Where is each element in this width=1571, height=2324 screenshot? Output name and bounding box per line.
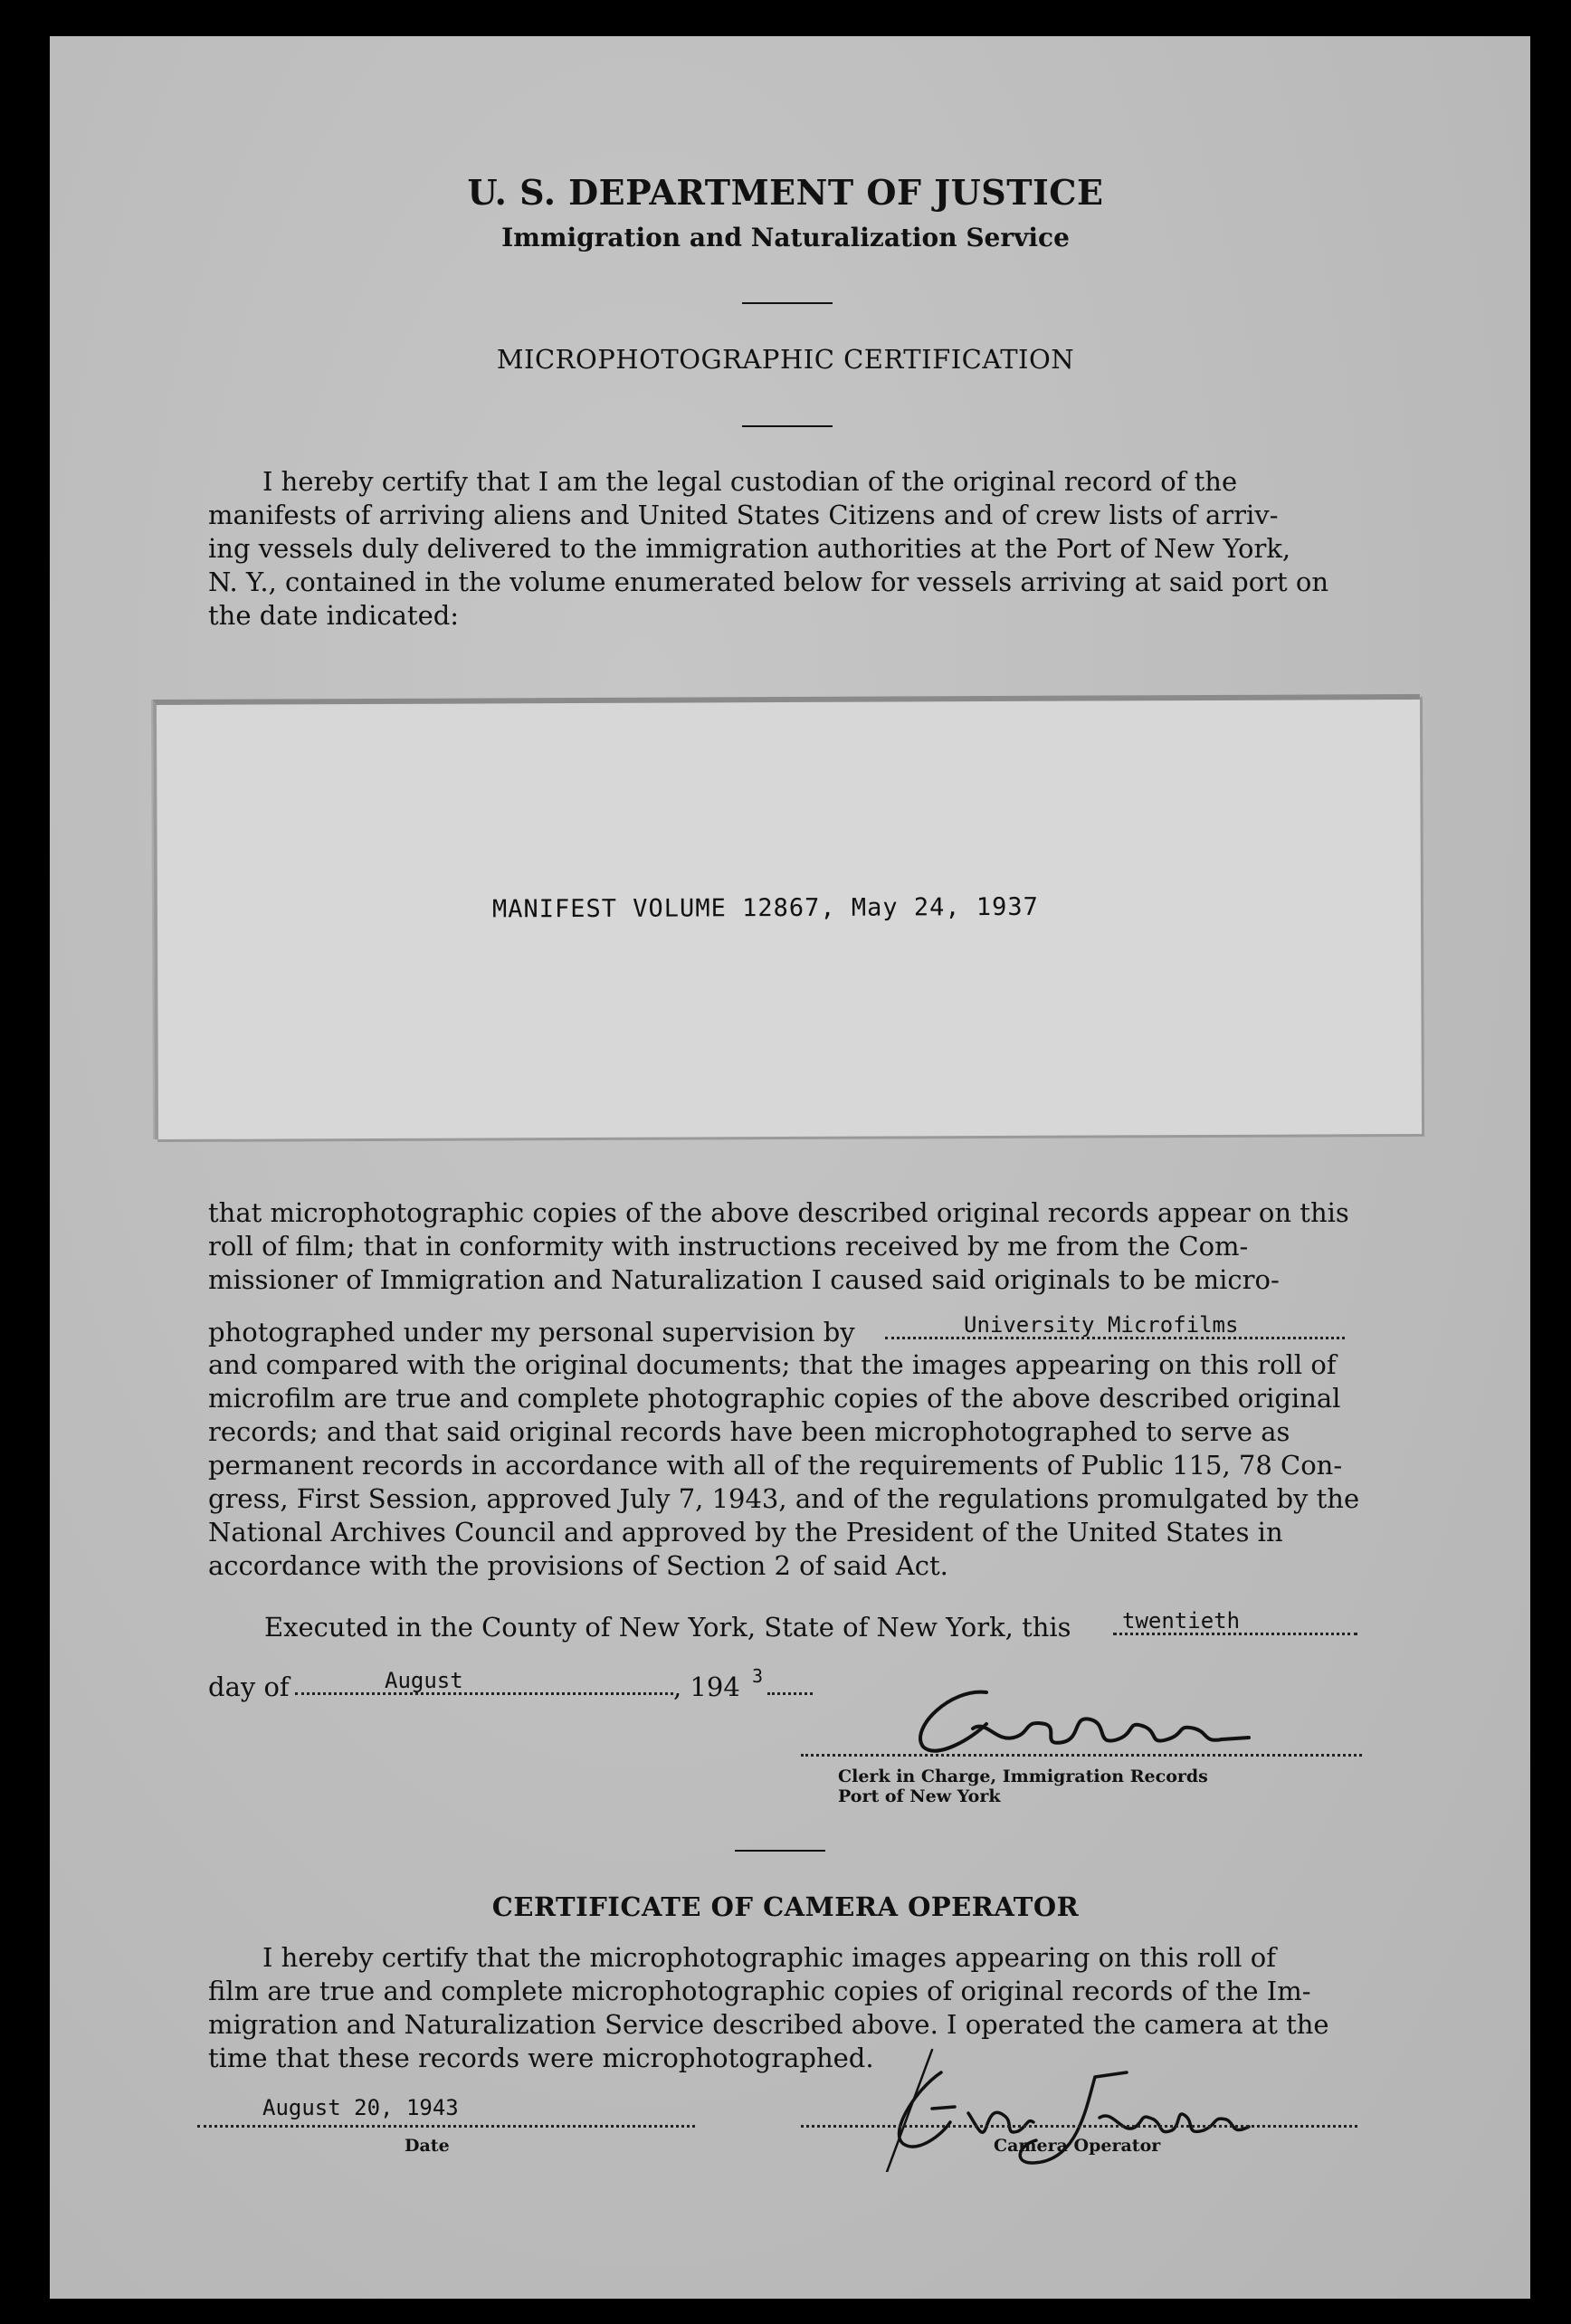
day-value: twentieth bbox=[1122, 1608, 1241, 1633]
intro-line: I hereby certify that I am the legal custodian of the original record of the bbox=[262, 466, 1238, 497]
clerk-signature bbox=[887, 1674, 1321, 1765]
day-of-label: day of bbox=[208, 1672, 290, 1702]
body-line: accordance with the provisions of Section 2 of said Act. bbox=[208, 1550, 948, 1581]
divider bbox=[742, 425, 833, 427]
camera-date-label: Date bbox=[405, 2136, 450, 2156]
camera-line: time that these records were microphotographed. bbox=[208, 2043, 874, 2073]
clerk-title-line: Port of New York bbox=[838, 1786, 1001, 1806]
camera-date-value: August 20, 1943 bbox=[262, 2095, 459, 2120]
executed-text: Executed in the County of New York, State of New York, this bbox=[264, 1612, 1071, 1643]
body-line: and compared with the original documents; that the images appearing on this roll of bbox=[208, 1349, 1337, 1380]
body-line: that microphotographic copies of the above described original records appear on this bbox=[208, 1197, 1349, 1228]
clerk-title-line: Clerk in Charge, Immigration Records bbox=[838, 1767, 1208, 1786]
camera-date-line bbox=[197, 2125, 695, 2128]
body-line: National Archives Council and approved by the President of the United States in bbox=[208, 1517, 1283, 1548]
intro-line: manifests of arriving aliens and United States Citizens and of crew lists of arriv- bbox=[208, 500, 1279, 530]
intro-line: N. Y., contained in the volume enumerated below for vessels arriving at said port on bbox=[208, 567, 1329, 597]
year-prefix: , 194 bbox=[673, 1672, 740, 1702]
body-line: microfilm are true and complete photographic copies of the above described original bbox=[208, 1383, 1341, 1414]
divider bbox=[742, 302, 833, 304]
manifest-label-card bbox=[153, 694, 1422, 1139]
body-paragraph bbox=[208, 1196, 1371, 1297]
month-value: August bbox=[385, 1668, 463, 1693]
month-dotline bbox=[295, 1692, 673, 1695]
body-line: records; and that said original records have been microphotographed to serve as bbox=[208, 1416, 1290, 1447]
intro-line: the date indicated: bbox=[208, 600, 460, 631]
body-paragraph-continued bbox=[208, 1348, 1371, 1583]
clerk-title bbox=[838, 1767, 1208, 1806]
body-line: permanent records in accordance with all of the requirements of Public 115, 78 Con- bbox=[208, 1450, 1343, 1481]
body-line: roll of film; that in conformity with instructions received by me from the Com- bbox=[208, 1231, 1249, 1262]
certification-heading: MICROPHOTOGRAPHIC CERTIFICATION bbox=[496, 344, 1075, 375]
camera-line: migration and Naturalization Service described above. I operated the camera at the bbox=[208, 2009, 1329, 2040]
body-line: missioner of Immigration and Naturalization I caused said originals to be micro- bbox=[208, 1264, 1280, 1295]
year-value: 3 bbox=[752, 1665, 764, 1687]
camera-heading: CERTIFICATE OF CAMERA OPERATOR bbox=[491, 1891, 1080, 1922]
body-line: gress, First Session, approved July 7, 1943, and of the regulations promulgated by the bbox=[208, 1483, 1360, 1514]
supervision-prefix: photographed under my personal supervision by bbox=[208, 1317, 855, 1348]
divider bbox=[735, 1850, 825, 1852]
camera-operator-label: Camera Operator bbox=[994, 2136, 1161, 2156]
supervision-value: University Microfilms bbox=[964, 1312, 1239, 1338]
intro-paragraph bbox=[208, 465, 1371, 633]
clerk-signature-line bbox=[801, 1754, 1362, 1757]
camera-line: I hereby certify that the microphotographic images appearing on this roll of bbox=[262, 1942, 1276, 1973]
camera-line: film are true and complete microphotographic copies of original records of the Im- bbox=[208, 1976, 1311, 2006]
year-dotline bbox=[767, 1692, 813, 1695]
manifest-label-text: MANIFEST VOLUME 12867, May 24, 1937 bbox=[491, 892, 1039, 924]
intro-line: ing vessels duly delivered to the immigration authorities at the Port of New York, bbox=[208, 533, 1291, 564]
page-subtitle: Immigration and Naturalization Service bbox=[501, 223, 1070, 252]
operator-signature-line bbox=[801, 2125, 1357, 2128]
page-title: U. S. DEPARTMENT OF JUSTICE bbox=[467, 172, 1104, 213]
